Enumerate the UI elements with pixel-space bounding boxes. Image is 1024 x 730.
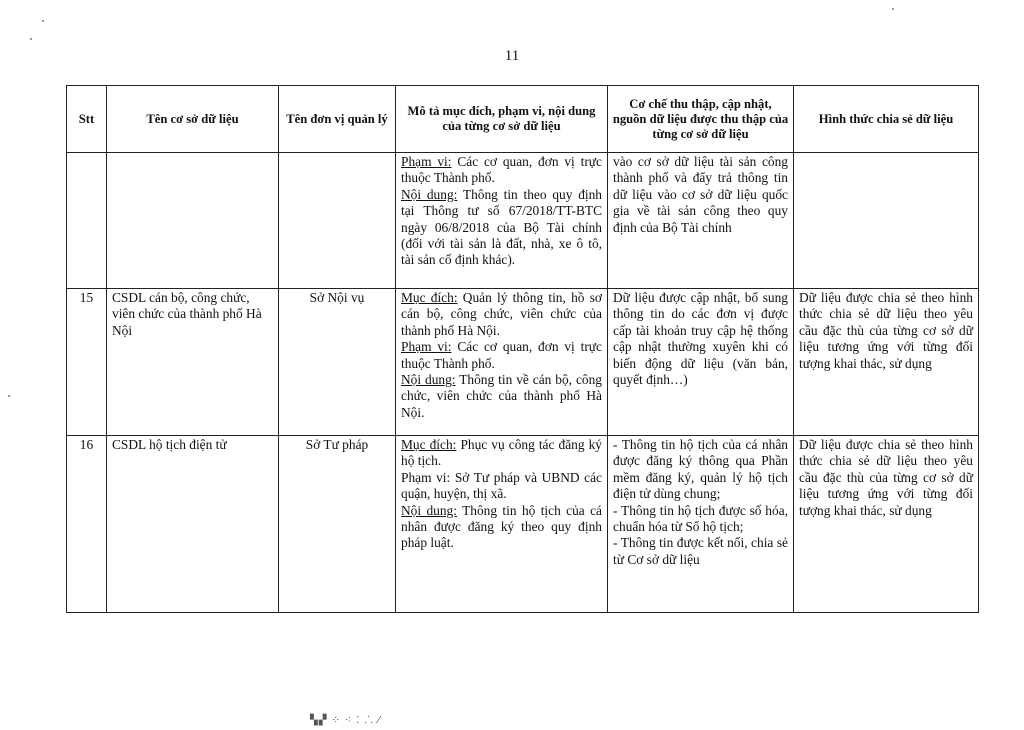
cell-name [107,153,279,289]
purpose-text: Phục vụ công tác đăng ký hộ tịch. [401,437,602,469]
purpose-paragraph [401,437,602,470]
scope-label: Phạm vi: [401,339,452,355]
scope-label: Phạm vi: [401,154,452,169]
content-label: Nội dung: [401,372,456,388]
header-name: Tên cơ sở dữ liệu [107,86,279,153]
cell-mechanism: Dữ liệu được cập nhật, bổ sung thông tin do các đơn vị được cấp tài khoản truy cập hệ thống cập nhật thường xuyên khi có biến động dữ liệu (văn bản, quyết định…) [608,289,794,436]
table-row [67,436,979,613]
cell-sharing [794,153,979,289]
content-text: Thông tin hộ tịch của cá nhân được đăng ký theo quy định pháp luật. [401,502,602,551]
database-table [66,85,979,613]
cell-stt [67,153,107,289]
purpose-label: Mục đích: [401,290,458,305]
content-label: Nội dung: [401,186,458,202]
header-description: Mô tả mục đích, phạm vi, nội dung của từng cơ sở dữ liệu [396,86,608,153]
header-mechanism: Cơ chế thu thập, cập nhật, nguồn dữ liệu được thu thập của từng cơ sở dữ liệu [608,86,794,153]
scan-speck [30,38,32,40]
scan-speck [892,8,894,10]
table-row [67,289,979,436]
content-paragraph [401,372,602,421]
cell-unit: Sở Nội vụ [279,289,396,436]
cell-stt: 16 [67,436,107,613]
scope-paragraph [401,154,602,187]
scan-speck [42,20,44,22]
mechanism-item: - Thông tin được kết nối, chia sẻ từ Cơ sở dữ liệu [613,535,788,567]
purpose-label: Mục đích: [401,437,457,452]
mechanism-item: - Thông tin hộ tịch được số hóa, chuẩn hóa từ Sổ hộ tịch; [613,502,788,535]
cell-description [396,436,608,613]
scan-speck [8,395,10,397]
purpose-paragraph [401,290,602,339]
content-paragraph [401,503,602,552]
cell-description [396,289,608,436]
content-label: Nội dung: [401,502,457,518]
cell-name: CSDL cán bộ, công chức, viên chức của thành phố Hà Nội [107,289,279,436]
scope-paragraph: Phạm vi: Sở Tư pháp và UBND các quận, huyện, thị xã. [401,469,602,502]
header-stt: Stt [67,86,107,153]
header-sharing: Hình thức chia sẻ dữ liệu [794,86,979,153]
cell-name: CSDL hộ tịch điện tử [107,436,279,613]
scope-text: Các cơ quan, đơn vị trực thuộc Thành phố. [401,339,602,371]
mechanism-item: - Thông tin hộ tịch của cá nhân được đăng ký thông qua Phần mềm đăng ký, quản lý hộ tịch điện tử dùng chung; [613,437,788,502]
scope-paragraph [401,339,602,372]
cell-sharing: Dữ liệu được chia sẻ theo hình thức chia sẻ dữ liệu theo yêu cầu đặc thù của từng cơ sở dữ liệu tương ứng với từng đối tượng khai thác, sử dụng [794,436,979,613]
table-row [67,153,979,289]
content-text: Thông tin theo quy định tại Thông tư số 67/2018/TT-BTC ngày 06/8/2018 của Bộ Tài chính (đối với tài sản là đất, nhà, xe ô tô, tài sản cố định khác). [401,186,602,268]
purpose-text: Quản lý thông tin, hồ sơ cán bộ, công chức, viên chức của thành phố Hà Nội. [401,290,602,338]
cell-unit: Sở Tư pháp [279,436,396,613]
cell-stt: 15 [67,289,107,436]
cell-mechanism: vào cơ sở dữ liệu tài sản công thành phố và đẩy trả thông tin dữ liệu vào cơ sở dữ liệu quốc gia về tài sản công theo quy định của Bộ Tài chính [608,153,794,289]
scan-artifact-mark: ▚▞ ⁘ ⁖ ⁚ ⸫ ⁄ [310,715,381,726]
table-header-row [67,86,979,153]
cell-mechanism [608,436,794,613]
cell-sharing: Dữ liệu được chia sẻ theo hình thức chia sẻ dữ liệu theo yêu cầu đặc thù của từng cơ sở dữ liệu tương ứng với từng đối tượng khai thác, sử dụng [794,289,979,436]
content-paragraph [401,187,602,269]
header-unit: Tên đơn vị quản lý [279,86,396,153]
cell-description [396,153,608,289]
cell-unit [279,153,396,289]
scope-text: Các cơ quan, đơn vị trực thuộc Thành phố. [401,154,602,186]
content-text: Thông tin về cán bộ, công chức, viên chức của thành phố Hà Nội. [401,372,602,420]
page-number: 11 [504,48,520,64]
